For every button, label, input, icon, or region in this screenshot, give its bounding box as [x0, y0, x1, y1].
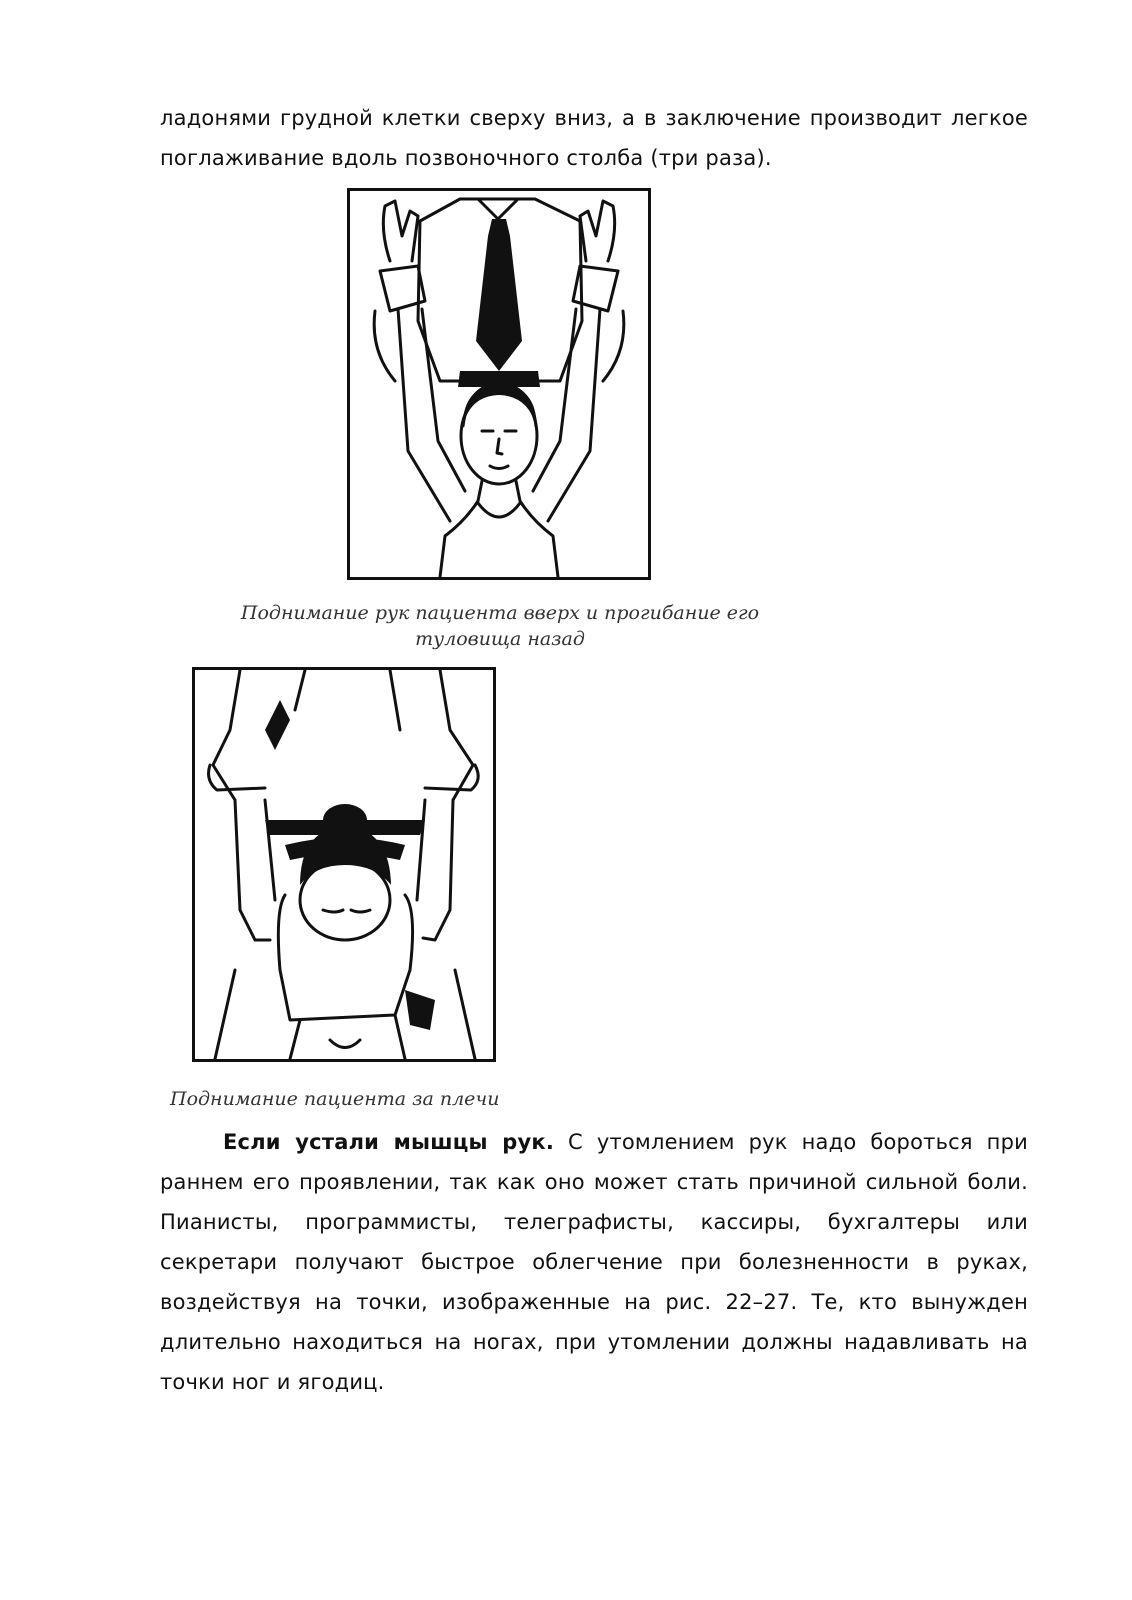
figure-1-caption-line-1: Поднимание рук пациента вверх и прогибание его	[240, 602, 760, 624]
figure-1-caption-line-2: туловища назад	[415, 628, 585, 650]
paragraph-body: С утомлением рук надо бороться при раннем его проявлении, так как оно может стать причиной сильной боли. Пианисты, программисты, телеграфисты, кассиры, бухгалтеры или секретари получают быстрое облегчение при болезненности в руках, воздействуя на точки, изображенные на рис. 22–27. Те, кто вынужден длительно находиться на ногах, при утомлении должны надавливать на точки ног и ягодиц.	[160, 1130, 1028, 1394]
paragraph-top: ладонями грудной клетки сверху вниз, а в заключение производит легкое поглаживание вдоль позвоночного столба (три раза).	[160, 106, 1028, 170]
paragraph-arm-fatigue	[160, 1122, 1028, 1402]
illustration-lifting-shoulders	[192, 667, 496, 1062]
paragraph-lead: Если устали мышцы рук.	[223, 1130, 555, 1154]
illustration-raising-arms	[347, 188, 651, 580]
illustration-lifting-shoulders-drawing	[195, 670, 493, 1059]
figure-1-caption	[200, 600, 800, 652]
illustration-raising-arms-drawing	[350, 191, 648, 577]
figure-2-caption: Поднимание пациента за плечи	[170, 1088, 500, 1110]
